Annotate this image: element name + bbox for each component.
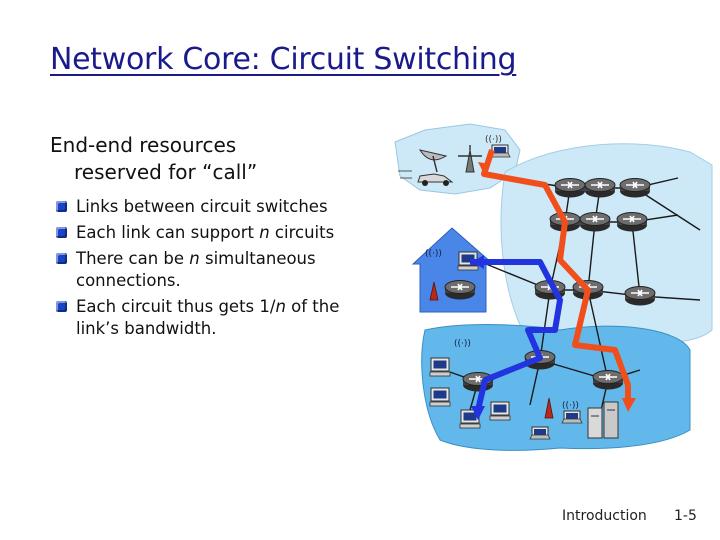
bullet-text: simultaneous connections. (76, 249, 316, 290)
slide-title: Network Core: Circuit Switching (50, 42, 517, 77)
router-icon (445, 281, 475, 300)
footer-page-number: 1-5 (674, 508, 697, 524)
bullet-text: of the link’s bandwidth. (76, 297, 340, 338)
desktop-computer-icon (430, 358, 450, 376)
bullet-text-variable: n (259, 223, 270, 242)
svg-text:((·)): ((·)) (485, 135, 502, 145)
heading-line-2: reserved for “call” (74, 160, 258, 184)
network-core-cloud (501, 144, 712, 345)
footer-section-label: Introduction (562, 508, 647, 524)
router-icon (593, 371, 623, 390)
laptop-icon (562, 411, 582, 423)
heading-line-1: End-end resources (50, 133, 237, 157)
desktop-computer-icon (430, 388, 450, 406)
router-icon (617, 213, 647, 232)
laptop-icon (530, 427, 550, 439)
svg-text:((·)): ((·)) (425, 249, 442, 259)
bullet-text-variable: n (275, 297, 286, 316)
router-icon (463, 373, 493, 392)
mobile-network-cloud (395, 124, 520, 194)
svg-text:((·)): ((·)) (562, 401, 579, 411)
router-icon (580, 213, 610, 232)
svg-text:((·)): ((·)) (454, 339, 471, 349)
desktop-computer-icon (490, 402, 510, 420)
bullet-text: circuits (269, 223, 335, 242)
bullet-text: Each link can support (76, 223, 260, 242)
bullet-text: Each circuit thus gets 1/ (76, 297, 276, 316)
bullet-text: There can be (76, 249, 190, 268)
router-icon (625, 287, 655, 306)
bullet-text: Links between circuit switches (76, 197, 328, 216)
home-network (413, 228, 493, 312)
bullet-text-variable: n (189, 249, 200, 268)
router-icon (620, 179, 650, 198)
router-icon (555, 179, 585, 198)
router-icon (585, 179, 615, 198)
